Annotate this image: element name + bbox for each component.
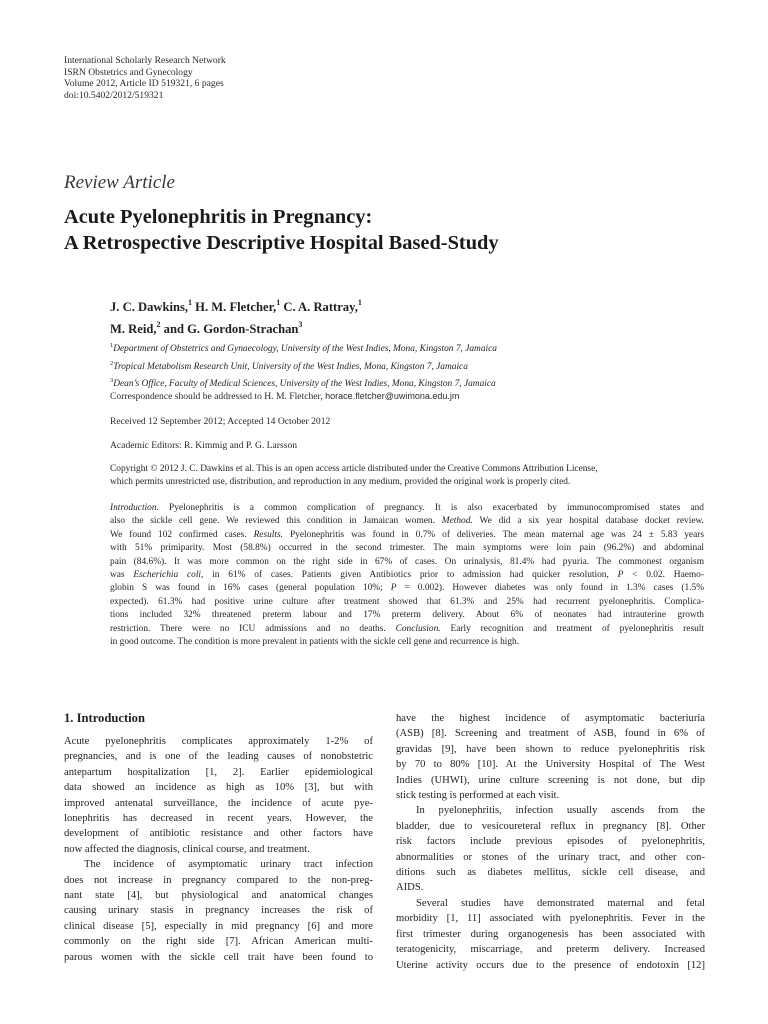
title-line-2: A Retrospective Descriptive Hospital Based-Study xyxy=(64,232,499,254)
affiliation-item xyxy=(110,339,497,357)
author-affiliation-mark: 3 xyxy=(298,320,303,329)
affiliation-number: 3 xyxy=(110,377,114,385)
abstract-line: was Escherichia coli, in 61% of cases. Patients given Antibiotics prior to admission had quicker resolution, P < 0.02. Haemo- xyxy=(110,570,704,581)
body-line: Uterine activity occurs due to the presence of endotoxin [12] xyxy=(396,959,705,971)
body-line: causing urinary stasis in pregnancy increases the risk of xyxy=(64,905,373,917)
body-line: abnormalities or stones of the urinary tract, and other con- xyxy=(396,851,705,863)
author-name: J. C. Dawkins, xyxy=(110,300,189,314)
body-line: Indies (UHWI), urine culture screening is not done, but dip xyxy=(396,774,705,786)
body-line: bladder, due to vesicoureteral reflux in pregnancy [8]. Other xyxy=(396,820,705,832)
author-affiliation-mark: 1 xyxy=(276,298,281,307)
body-line: now affected the diagnosis, clinical course, and treatment. xyxy=(64,843,310,855)
section-heading: 1. Introduction xyxy=(64,711,145,725)
abstract-line: pain (84.6%). It was more common on the right side in 67% of cases. On urinalysis, 81.4% had pyuria. The commonest organism xyxy=(110,556,704,567)
abstract-line: tions included 32% threatened preterm labour and 17% preterm delivery. About 6% of neonates had intrauterine growth xyxy=(110,610,704,621)
body-line: ditions such as diabetes mellitus, sickle cell disease, and xyxy=(396,867,705,879)
body-line: gravidas [9], have been shown to reduce pyelonephritis risk xyxy=(396,743,705,755)
body-line: clinical disease [5], especially in mid pregnancy [6] and more xyxy=(64,920,373,932)
article-type: Review Article xyxy=(64,172,175,193)
body-line: does not increase in pregnancy compared to the non-preg- xyxy=(64,874,373,886)
abstract-line: globin S was found in 16% cases (general population 10%; P = 0.002). However diabetes was only found in 1.3% cases (1.5% xyxy=(110,583,704,594)
author-affiliation-mark: 1 xyxy=(188,298,193,307)
correspondence-text: Correspondence should be addressed to H. M. Fletcher, xyxy=(110,391,326,402)
affiliation-list xyxy=(110,339,497,392)
body-line: morbidity [1, 11] associated with pyelonephritis. Fever in the xyxy=(396,913,705,925)
volume-info: Volume 2012, Article ID 519321, 6 pages xyxy=(64,78,224,90)
abstract-line: expected). 61.3% had positive urine culture after treatment showed that 61.3% and 25% had recurrent pyelonephritis. Complica- xyxy=(110,596,704,607)
abstract-line: also the sickle cell gene. We reviewed this condition in Jamaican women. Method. We did a six year hospital database docket review. xyxy=(110,516,704,527)
affiliation-item xyxy=(110,357,497,375)
abstract-line: We found 102 confirmed cases. Results. Pyelonephritis was found in 0.7% of deliveries. The mean maternal age was 24 ± 5.83 years xyxy=(110,529,704,540)
abstract-line: in good outcome. The condition is more prevalent in patients with the sickle cell gene and recurrence is high. xyxy=(110,637,520,648)
journal-header xyxy=(64,55,226,101)
body-line: data showed an incidence as high as 10% [3], but with xyxy=(64,782,373,794)
affiliation-number: 2 xyxy=(110,359,114,367)
title-line-1: Acute Pyelonephritis in Pregnancy: xyxy=(64,206,373,228)
body-line: AIDS. xyxy=(396,882,424,894)
correspondence xyxy=(110,391,459,402)
author-name: H. M. Fletcher, xyxy=(192,300,277,314)
body-line: antepartum hospitalization [1, 2]. Earlier epidemiological xyxy=(64,766,373,778)
body-line: improved antenatal surveillance, the incidence of acute pye- xyxy=(64,797,373,809)
author-line-1 xyxy=(110,294,362,316)
author-name: and G. Gordon-Strachan xyxy=(160,322,299,336)
body-line: pregnancies, and is one of the leading causes of nonobstetric xyxy=(64,751,373,763)
abstract-line: Introduction. Pyelonephritis is a common complication of pregnancy. It is also exacerbated by immunocompromised states and xyxy=(110,503,704,513)
body-line: have the highest incidence of asymptomatic bacteriuria xyxy=(396,713,705,724)
body-line: nant state [4], but physiological and anatomical changes xyxy=(64,890,373,902)
body-line: In pyelonephritis, infection usually ascends from the xyxy=(416,805,705,817)
body-line: Acute pyelonephritis complicates approximately 1-2% of xyxy=(64,736,373,747)
copyright-notice xyxy=(110,463,704,490)
body-line: parous women with the sickle cell trait have been found to xyxy=(64,951,373,963)
abstract-line: with 51% primiparity. Most (58.8%) occurred in the second trimester. The main symptoms were loin pain (96.2%) and abdominal xyxy=(110,543,704,554)
body-line: teratogenicity, miscarriage, and preterm delivery. Increased xyxy=(396,944,705,956)
affiliation-text: Dean’s Office, Faculty of Medical Sciences, University of the West Indies, Mona, Kingston 7, Jamaica xyxy=(113,379,496,390)
body-line: Several studies have demonstrated maternal and fetal xyxy=(416,897,705,909)
body-line: development of antibiotic resistance and other factors have xyxy=(64,828,373,840)
correspondence-email-link[interactable]: horace.fletcher@uwimona.edu.jm xyxy=(325,391,460,401)
body-line: stick testing is performed at each visit. xyxy=(396,790,560,802)
body-line: risk factors include previous episodes of pyelonephritis, xyxy=(396,836,705,848)
academic-editors: Academic Editors: R. Kimmig and P. G. Larsson xyxy=(110,440,298,451)
author-affiliation-mark: 2 xyxy=(156,320,161,329)
body-column-right xyxy=(396,711,705,973)
author-list xyxy=(110,294,362,338)
affiliation-number: 1 xyxy=(110,342,114,349)
publisher-name: International Scholarly Research Network xyxy=(64,55,226,66)
abstract-line: restriction. There were no ICU admissions and no deaths. Conclusion. Early recognition and treatment of pyelonephritis result xyxy=(110,623,704,634)
affiliation-text: Department of Obstetrics and Gynaecology, University of the West Indies, Mona, Kingston 7, Jamaica xyxy=(113,344,497,354)
author-affiliation-mark: 1 xyxy=(357,298,362,307)
copyright-line: Copyright © 2012 J. C. Dawkins et al. This is an open access article distributed under the Creative Commons Attribution License, xyxy=(110,464,598,474)
affiliation-item xyxy=(110,374,497,392)
body-column-left xyxy=(64,711,373,965)
body-line: by 70 to 80% [10]. At the University Hospital of The West xyxy=(396,759,705,771)
journal-name: ISRN Obstetrics and Gynecology xyxy=(64,66,193,78)
body-line: The incidence of asymptomatic urinary tract infection xyxy=(84,859,373,871)
author-name: C. A. Rattray, xyxy=(280,300,358,314)
affiliation-text: Tropical Metabolism Research Unit, University of the West Indies, Mona, Kingston 7, Jamaica xyxy=(113,361,468,372)
author-line-2 xyxy=(110,316,362,338)
body-line: first trimester during organogenesis has been associated with xyxy=(396,928,705,940)
doi: doi:10.5402/2012/519321 xyxy=(64,89,164,101)
abstract xyxy=(110,502,704,649)
copyright-line: which permits unrestricted use, distribution, and reproduction in any medium, provided the original work is properly cited. xyxy=(110,477,571,488)
body-line: (ASB) [8]. Screening and treatment of ASB, found in 6% of xyxy=(396,728,705,740)
article-title xyxy=(64,204,499,256)
author-name: M. Reid, xyxy=(110,322,157,336)
body-line: lonephritis has decreased in recent years. However, the xyxy=(64,813,373,825)
body-line: commonly on the right side [7]. African American multi- xyxy=(64,936,373,948)
received-accepted-dates: Received 12 September 2012; Accepted 14 October 2012 xyxy=(110,416,331,427)
